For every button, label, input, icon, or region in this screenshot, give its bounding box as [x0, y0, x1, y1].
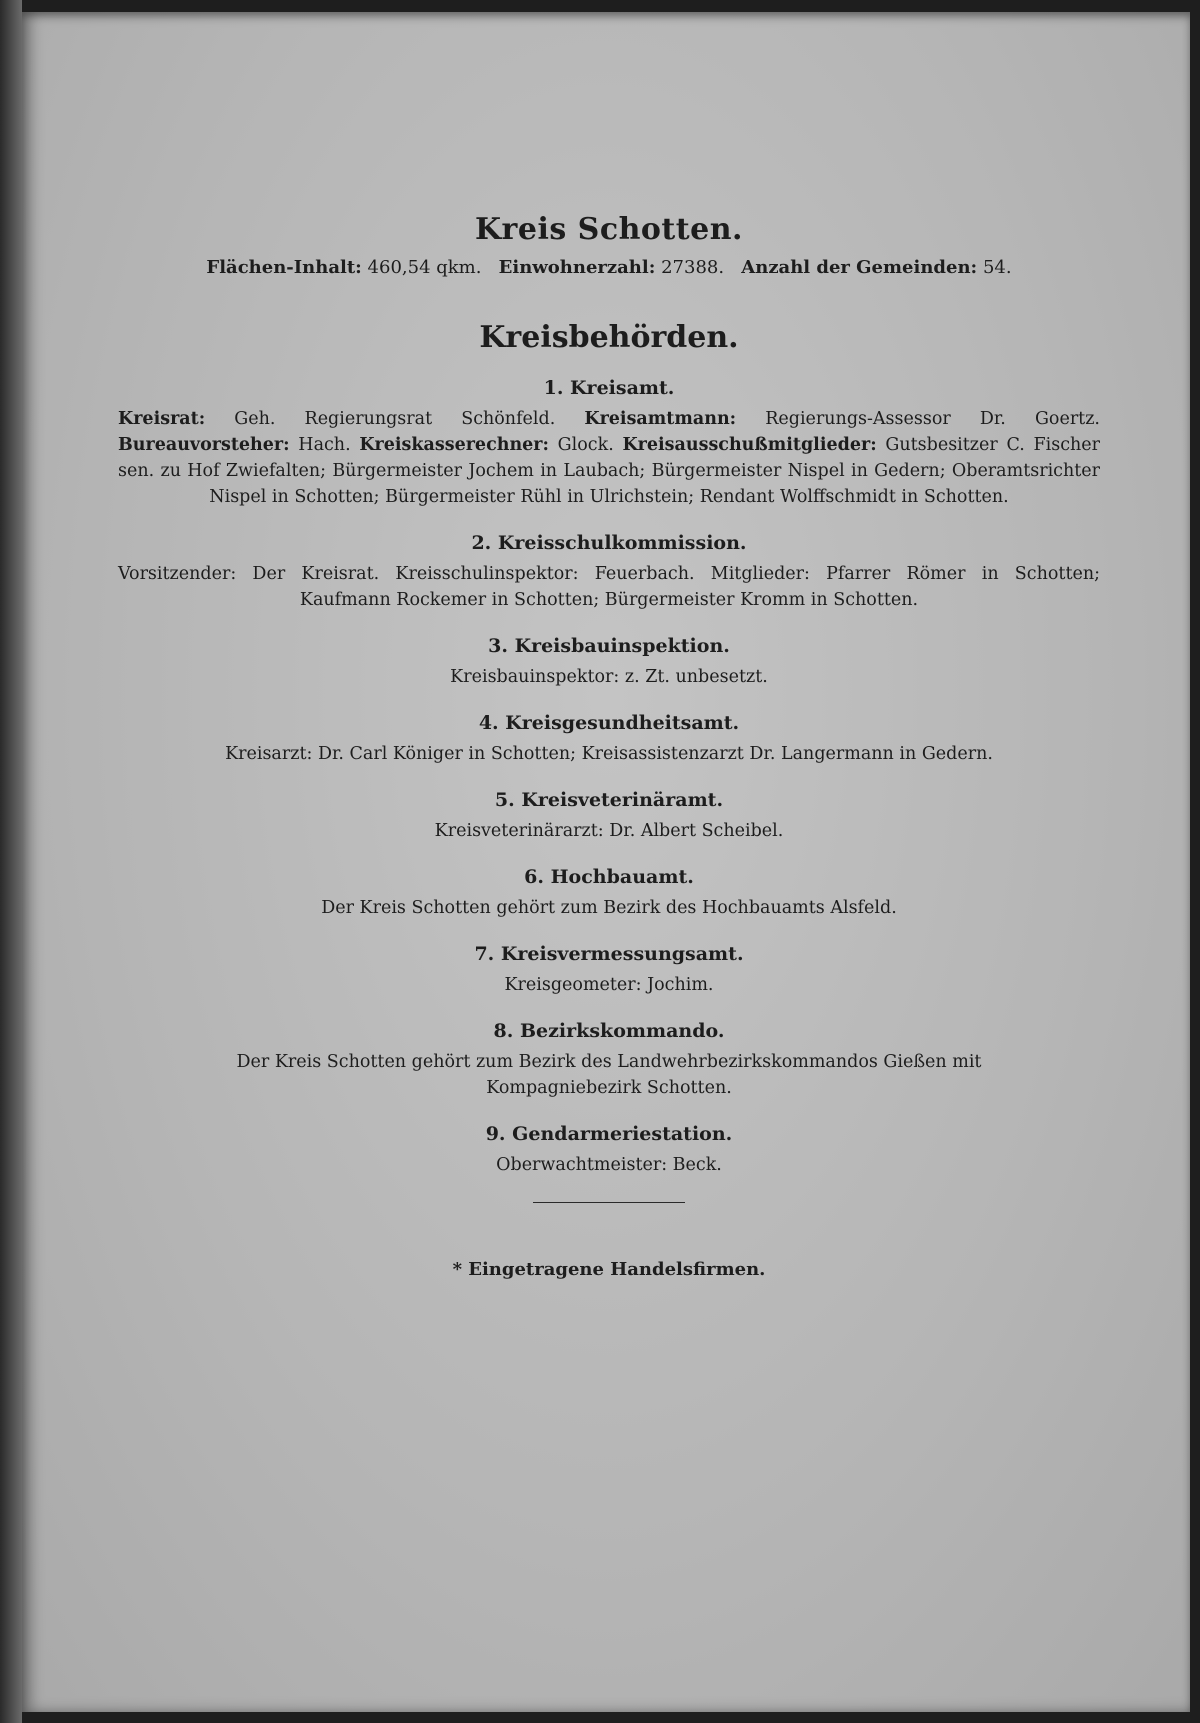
population-value: 27388.	[661, 257, 725, 278]
section-text: Vorsitzender: Der Kreisrat. Kreisschulinspektor: Feuerbach. Mitglieder: Pfarrer Römer in Schotten; Kaufmann Rockemer in Schotten; Bürgermeister Kromm in Schotten.	[118, 564, 1100, 610]
role-text: Geh. Regierungsrat Schönfeld.	[205, 409, 585, 429]
section-text: Der Kreis Schotten gehört zum Bezirk des Hochbauamts Alsfeld.	[321, 898, 897, 918]
section-body	[118, 1152, 1100, 1178]
section-title: 3. Kreisbauinspektion.	[488, 635, 730, 657]
communities-label: Anzahl der Gemeinden:	[741, 257, 978, 278]
role-text: Hach.	[289, 435, 360, 455]
section-title: 2. Kreisschulkommission.	[471, 532, 747, 554]
section-body	[118, 895, 1100, 921]
section-title: 6. Hochbauamt.	[524, 866, 694, 888]
section-text: Kreisgeometer: Jochim.	[504, 975, 714, 995]
section-body	[118, 972, 1100, 998]
area-label: Flächen-Inhalt:	[206, 257, 362, 278]
section-text: Kreisarzt: Dr. Carl Königer in Schotten; Kreisassistenzarzt Dr. Langermann in Gedern.	[225, 744, 993, 764]
section-title: 4. Kreisgesundheitsamt.	[478, 712, 740, 734]
role-label: Kreisamtmann:	[584, 409, 737, 429]
section-title: 9. Gendarmeriestation.	[485, 1123, 733, 1145]
divider-rule	[533, 1202, 685, 1203]
section-text: Kreisveterinärarzt: Dr. Albert Scheibel.	[434, 821, 784, 841]
section-body	[118, 818, 1100, 844]
section-text: Oberwachtmeister: Beck.	[496, 1155, 722, 1175]
role-text: Gutsbesitzer C. Fischer sen. zu Hof Zwiefalten; Bürgermeister Jochem in Laubach; Bürgermeister Nispel in Gedern; Oberamtsrichter Nispel in Schotten; Bürgermeister Rühl in Ulrichstein; Rendant Wolffschmidt in Schotten.	[118, 435, 1100, 507]
section-title: 7. Kreisvermessungsamt.	[474, 943, 744, 965]
role-label: Kreisausschußmitglieder:	[622, 435, 877, 455]
section-title: 1. Kreisamt.	[543, 377, 675, 399]
book-gutter	[0, 0, 22, 1723]
section-body	[118, 664, 1100, 690]
section-text: Kreisbauinspektor: z. Zt. unbesetzt.	[450, 667, 768, 687]
section-body	[118, 1049, 1100, 1101]
role-text: Regierungs-Assessor Dr. Goertz.	[736, 409, 1100, 429]
page-content	[118, 212, 1100, 1280]
document-page	[22, 12, 1190, 1712]
role-label: Kreisrat:	[118, 409, 206, 429]
role-label: Bureauvorsteher:	[118, 435, 290, 455]
section-body	[118, 406, 1100, 510]
section-body	[118, 741, 1100, 767]
section-heading: Kreisbehörden.	[479, 320, 739, 355]
page-title: Kreis Schotten.	[474, 212, 743, 247]
section-body	[118, 561, 1100, 613]
footnote: * Eingetragene Handelsfirmen.	[452, 1259, 766, 1280]
section-title: 8. Bezirkskommando.	[493, 1020, 725, 1042]
communities-value: 54.	[982, 257, 1012, 278]
district-stats	[118, 257, 1100, 278]
section-text: Der Kreis Schotten gehört zum Bezirk des Landwehrbezirkskommandos Gießen mit Kompagniebezirk Schotten.	[236, 1052, 982, 1098]
area-value: 460,54 qkm.	[367, 257, 482, 278]
section-title: 5. Kreisveterinäramt.	[494, 789, 724, 811]
population-label: Einwohnerzahl:	[498, 257, 656, 278]
role-text: Glock.	[548, 435, 623, 455]
role-label: Kreiskasserechner:	[359, 435, 549, 455]
